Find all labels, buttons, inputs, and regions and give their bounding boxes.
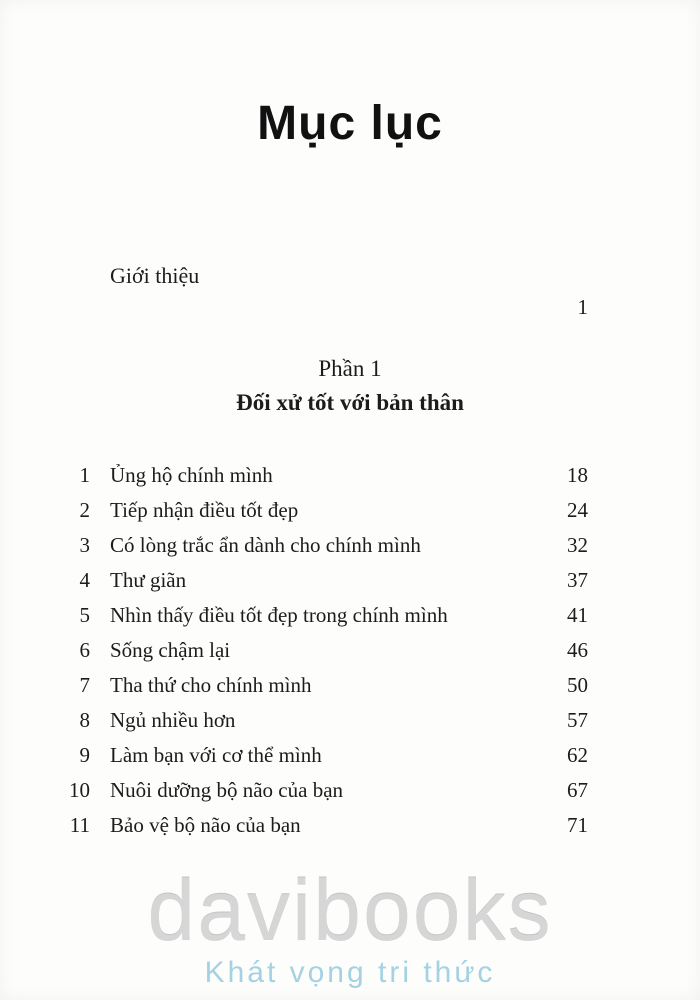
section-block (0, 356, 700, 416)
toc-page-number: 37 (567, 568, 588, 592)
toc-title: Sống chậm lại (110, 638, 231, 662)
toc-row (0, 738, 700, 773)
toc-number: 2 (79, 498, 90, 522)
toc-number: 9 (79, 743, 90, 767)
toc-row (0, 528, 700, 563)
toc-page-number: 46 (567, 638, 588, 662)
toc-page-number: 67 (567, 778, 588, 802)
toc-number: 8 (79, 708, 90, 732)
toc-row (0, 773, 700, 808)
toc-number: 1 (79, 463, 90, 487)
toc-title: Có lòng trắc ẩn dành cho chính mình (110, 533, 421, 557)
page-title: Mục lục (257, 97, 443, 150)
toc-row (0, 563, 700, 598)
toc-title: Tiếp nhận điều tốt đẹp (110, 498, 299, 522)
toc-page-number: 32 (567, 533, 588, 557)
part-label: Phần 1 (318, 356, 382, 381)
toc-title: Ủng hộ chính mình (110, 463, 273, 487)
toc-title: Nuôi dưỡng bộ não của bạn (110, 778, 344, 802)
toc-number: 5 (79, 603, 90, 627)
toc-row (0, 458, 700, 493)
toc-row (0, 703, 700, 738)
toc-title: Làm bạn với cơ thể mình (110, 743, 322, 767)
toc-page-number: 50 (567, 673, 588, 697)
toc-row (0, 598, 700, 633)
intro-page-number: 1 (577, 295, 588, 319)
toc-page-number: 71 (567, 813, 588, 837)
toc-title: Ngủ nhiều hơn (110, 708, 236, 732)
intro-label: Giới thiệu (110, 263, 200, 288)
toc-title: Tha thứ cho chính mình (110, 673, 312, 697)
toc-page-number: 41 (567, 603, 588, 627)
toc-row (0, 808, 700, 843)
toc-title: Nhìn thấy điều tốt đẹp trong chính mình (110, 603, 448, 627)
toc-number: 4 (79, 568, 90, 592)
toc-number: 6 (79, 638, 90, 662)
toc-number: 11 (69, 813, 90, 837)
toc-title: Thư giãn (110, 568, 187, 592)
toc-page-number: 18 (567, 463, 588, 487)
section-heading: Đối xử tốt với bản thân (236, 390, 464, 415)
intro-block (0, 263, 700, 320)
toc-number: 3 (79, 533, 90, 557)
toc-row (0, 493, 700, 528)
toc-page-number: 62 (567, 743, 588, 767)
watermark (0, 863, 700, 990)
toc-title: Bảo vệ bộ não của bạn (110, 813, 301, 837)
toc-number: 7 (79, 673, 90, 697)
toc-number: 10 (69, 778, 90, 802)
toc-page-number: 57 (567, 708, 588, 732)
toc-list (0, 458, 700, 843)
toc-row (0, 668, 700, 703)
toc-page-number: 24 (567, 498, 588, 522)
watermark-brand-text: davibooks (147, 863, 553, 959)
watermark-slogan-text: Khát vọng tri thức (204, 956, 496, 989)
toc-row (0, 633, 700, 668)
